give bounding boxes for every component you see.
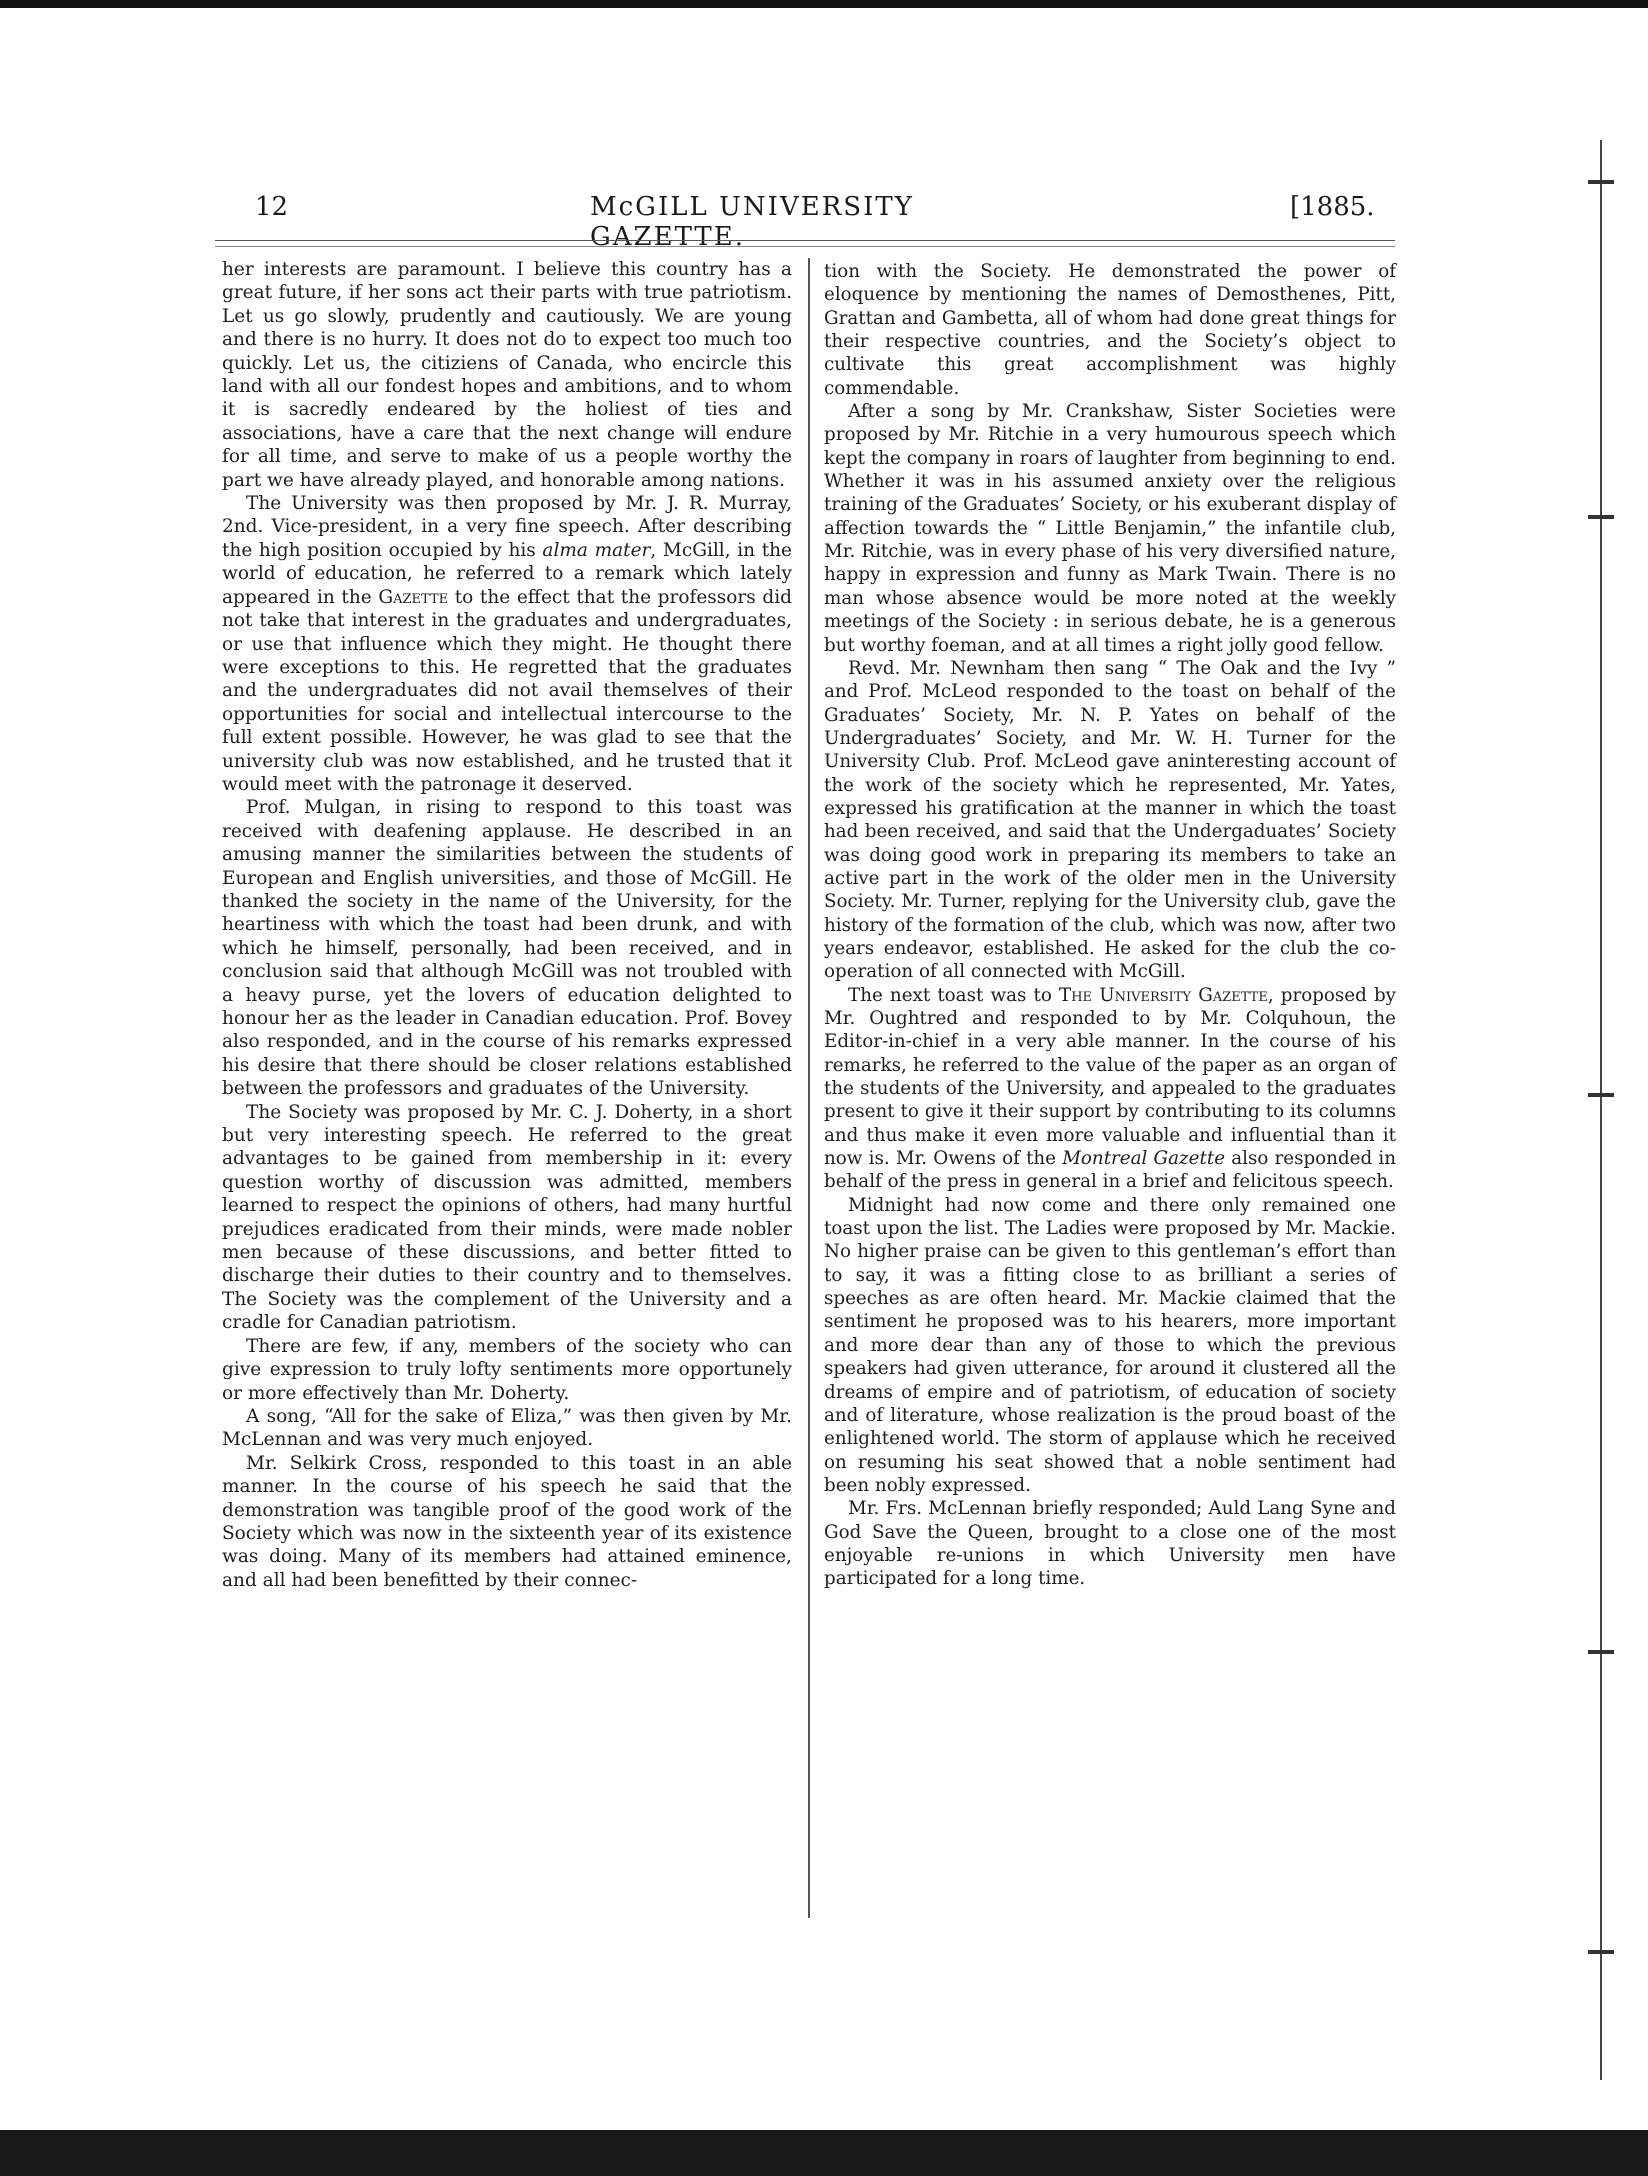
paragraph: There are few, if any, members of the society who can give expression to truly lofty sentiments more opportunely or more effectively than Mr. Doherty.	[222, 1335, 792, 1404]
paragraph	[824, 984, 1396, 1194]
text-run: , McGill, in the world of education, he referred to a remark which lately appeared in the	[222, 539, 792, 608]
text-run: to the effect that the professors did not take that interest in the graduates and undergraduates, or use that influence which they might. He thought there were exceptions to this. He regretted that the graduates and the undergraduates did not avail themselves of their opportunities for social and intellectual intercourse to the full extent possible. However, he was glad to see that the university club was now established, and he trusted that it would meet with the patronage it deserved.	[222, 586, 792, 795]
paragraph	[222, 492, 792, 796]
paragraph: After a song by Mr. Crankshaw, Sister Societies were proposed by Mr. Ritchie in a very humourous speech which kept the company in roars of laughter from beginning to end. Whether it was in his assumed anxiety over the religious training of the Graduates’ Society, or his exuberant display of affection towards the “ Little Benjamin,” the infantile club, Mr. Ritchie, was in every phase of his very diversified nature, happy in expression and funny as Mark Twain. There is no man whose absence would be more noted at the weekly meetings of the Society : in serious debate, he is a generous but worthy foeman, and at all times a right jolly good fellow.	[824, 401, 1396, 656]
paragraph: tion with the Society. He demonstrated the power of eloquence by mentioning the names of Demosthenes, Pitt, Grattan and Gambetta, all of whom had done great things for their respective countries, and the Society’s object to cultivate this great accomplishment was highly commendable.	[824, 261, 1396, 399]
text-run: The University was then proposed by Mr. J. R. Murray, 2nd. Vice-president, in a very fine speech. After describing the high position occupied by his	[222, 493, 792, 561]
paragraph: The Society was proposed by Mr. C. J. Doherty, in a short but very interesting speech. He referred to the great advantages to be gained from membership in it: every question worthy of discussion was admitted, members learned to respect the opinions of others, had many hurtful prejudices eradicated from their minds, were made nobler men because of these discussions, and better fitted to discharge their duties to their country and to themselves. The Society was the complement of the University and a cradle for Canadian patriotism.	[222, 1101, 792, 1334]
smallcaps-text: The University Gazette	[1059, 984, 1268, 1006]
paragraph: Midnight had now come and there only remained one toast upon the list. The Ladies were proposed by Mr. Mackie. No higher praise can be given to this gentleman’s effort than to say, it was a fitting close to as brilliant a series of speeches as are often heard. Mr. Mackie claimed that the sentiment he proposed was to his hearers, more important and more dear than any of those to which the previous speakers had given utterance, for around it clustered all the dreams of empire and of patriotism, of education of society and of literature, whose realization is the proud boast of the enlightened world. The storm of applause which he received on resuming his seat showed that a noble sentiment had been nobly expressed.	[824, 1194, 1396, 1496]
issue-year: [1885.	[1290, 192, 1375, 222]
right-column	[824, 260, 1396, 1591]
paragraph: Mr. Frs. McLennan briefly responded; Auld Lang Syne and God Save the Queen, brought to a close one of the most enjoyable re-unions in which University men have participated for a long time.	[824, 1498, 1396, 1590]
left-column	[222, 258, 792, 1592]
column-divider	[808, 258, 810, 1918]
text-run: also responded in behalf of the press in general in a brief and felicitous speech.	[824, 1148, 1396, 1193]
italic-text: alma mater	[542, 539, 651, 561]
masthead-title: McGILL UNIVERSITY GAZETTE.	[590, 192, 914, 252]
paragraph: Revd. Mr. Newnham then sang “ The Oak and the Ivy ” and Prof. McLeod responded to the toast on behalf of the Graduates’ Society, Mr. N. P. Yates on behalf of the Undergraduates’ Society, and Mr. W. H. Turner for the University Club. Prof. McLeod gave aninteresting account of the work of the society which he represented, Mr. Yates, expressed his gratification at the manner in which the toast had been received, and said that the Undergaduates’ Society was doing good work in preparing its members to take an active part in the work of the older men in the University Society. Mr. Turner, replying for the University club, gave the history of the formation of the club, which was now, after two years endeavor, established. He asked for the club the co-operation of all connected with McGill.	[824, 657, 1396, 983]
text-run: , proposed by Mr. Oughtred and responded to by Mr. Colquhoun, the Editor-in-chief in a very able manner. In the course of his remarks, he referred to the value of the paper as an organ of the students of the University, and appealed to the graduates present to give it their support by contributing to its columns and thus make it even more valuable and influential than it now is. Mr. Owens of the	[824, 984, 1397, 1170]
text-run: The next toast was to	[848, 984, 1060, 1006]
header-rule	[215, 240, 1395, 241]
paragraph: A song, “All for the sake of Eliza,” was then given by Mr. McLennan and was very much enjoyed.	[222, 1405, 792, 1451]
paragraph: Prof. Mulgan, in rising to respond to this toast was received with deafening applause. He described in an amusing manner the similarities between the students of European and English universities, and those of McGill. He thanked the society in the name of the University, for the heartiness with which the toast had been drunk, and with which he himself, personally, had been received, and in conclusion said that although McGill was not troubled with a heavy purse, yet the lovers of education delighted to honour her as the leader in Canadian education. Prof. Bovey also responded, and in the course of his remarks expressed his desire that there should be closer relations established between the professors and graduates of the University.	[222, 797, 792, 1100]
page-number: 12	[255, 192, 289, 222]
paragraph: Mr. Selkirk Cross, responded to this toast in an able manner. In the course of his speech he said that the demonstration was tangible proof of the good work of the Society which was now in the sixteenth year of its existence was doing. Many of its members had attained eminence, and all had been benefitted by their connec-	[222, 1452, 792, 1591]
scan-bottom-border	[0, 2130, 1648, 2176]
paragraph: her interests are paramount. I believe this country has a great future, if her sons act their parts with true patriotism. Let us go slowly, prudently and cautiously. We are young and there is no hurry. It does not do to expect too much too quickly. Let us, the citiziens of Canada, who encircle this land with all our fondest hopes and ambitions, and to whom it is sacredly endeared by the holiest of ties and associations, have a care that the next change will endure for all time, and serve to make of us a people worthy the part we have already played, and honorable among nations.	[222, 259, 792, 491]
italic-text: Montreal Gazette	[1062, 1148, 1226, 1170]
smallcaps-text: Gazette	[378, 586, 449, 608]
header-rule	[215, 246, 1395, 247]
